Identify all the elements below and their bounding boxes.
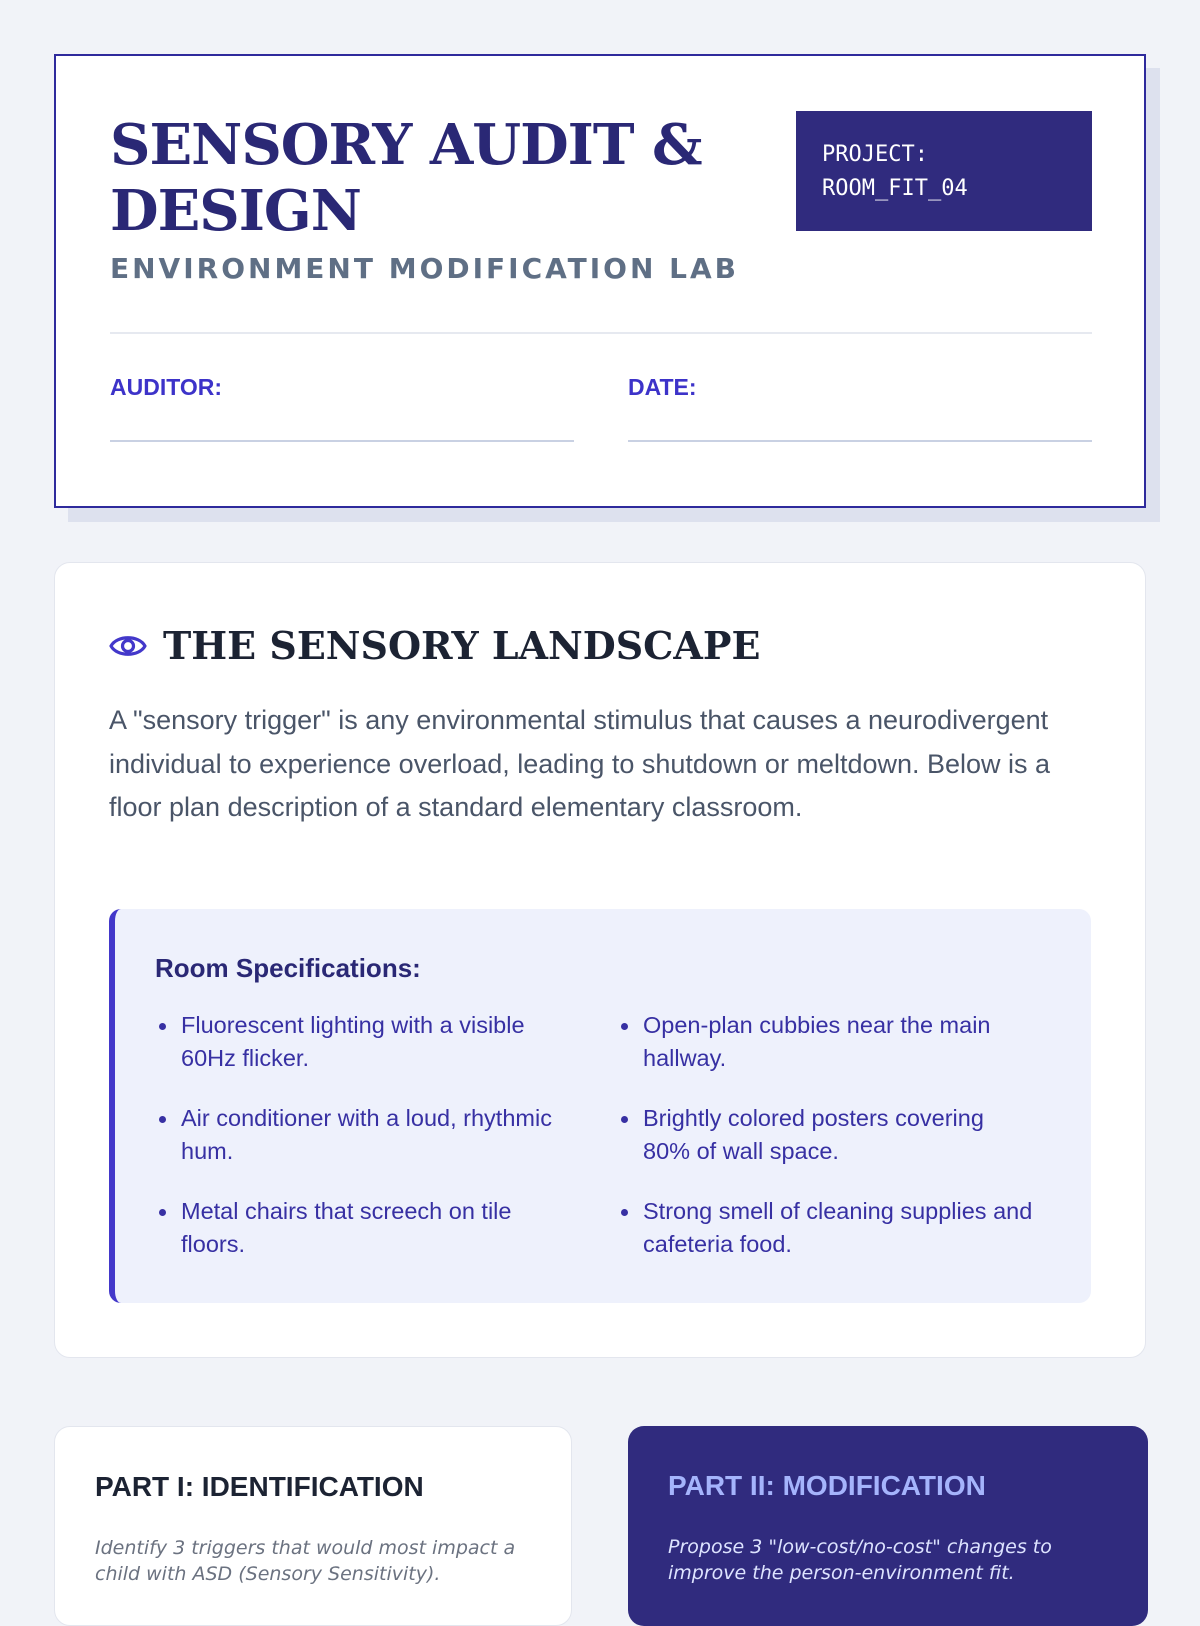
list-item <box>155 1009 575 1102</box>
project-label: PROJECT: <box>822 142 928 167</box>
part-identification-card <box>54 1426 572 1626</box>
list-item-text: Open-plan cubbies near the main hallway. <box>643 1012 991 1071</box>
list-item <box>617 1195 1037 1288</box>
part-modification-description: Propose 3 "low-cost/no-cost" changes to improve the person-environment fit. <box>668 1536 1052 1584</box>
header-divider <box>110 332 1092 334</box>
list-item-text: Fluorescent lighting with a visible 60Hz flicker. <box>181 1012 525 1071</box>
intro-paragraph: A "sensory trigger" is any environmental stimulus that causes a neurodivergent individual to experience overload, leading to shutdown or meltdown. Below is a floor plan description of a standard elementary classroom. <box>109 705 1051 822</box>
list-item <box>617 1102 1037 1195</box>
auditor-input-line[interactable] <box>110 440 574 442</box>
page-subtitle: ENVIRONMENT MODIFICATION LAB <box>110 252 739 285</box>
bullet-icon <box>159 1023 166 1030</box>
bullet-icon <box>621 1209 628 1216</box>
bullet-icon <box>621 1023 628 1030</box>
list-item <box>617 1009 1037 1102</box>
bullet-icon <box>159 1116 166 1123</box>
list-item <box>155 1102 575 1195</box>
section-heading <box>109 623 760 668</box>
bullet-icon <box>159 1209 166 1216</box>
section-title: THE SENSORY LANDSCAPE <box>163 623 761 668</box>
room-specifications-title: Room Specifications: <box>155 953 421 983</box>
date-input-line[interactable] <box>628 440 1092 442</box>
list-item-text: Metal chairs that screech on tile floors. <box>181 1198 512 1257</box>
list-item-text: Strong smell of cleaning supplies and cafeteria food. <box>643 1198 1033 1257</box>
header-card <box>54 54 1146 508</box>
part-identification-title: PART I: IDENTIFICATION <box>95 1471 424 1502</box>
spec-list-right <box>617 1009 1037 1288</box>
page-title <box>110 112 750 244</box>
part-modification-title: PART II: MODIFICATION <box>668 1470 986 1501</box>
spec-list-left <box>155 1009 575 1288</box>
list-item <box>155 1195 575 1288</box>
date-label: DATE: <box>628 374 697 400</box>
eye-icon <box>109 627 147 665</box>
part-identification-description: Identify 3 triggers that would most impact a child with ASD (Sensory Sensitivity). <box>95 1537 516 1585</box>
project-code: ROOM_FIT_04 <box>822 176 968 201</box>
page-title-line-2: DESIGN <box>110 178 361 244</box>
bullet-icon <box>621 1116 628 1123</box>
auditor-field[interactable] <box>110 374 574 442</box>
date-field[interactable] <box>628 374 1092 442</box>
sensory-landscape-card <box>54 562 1146 1358</box>
list-item-text: Brightly colored posters covering 80% of wall space. <box>643 1105 984 1164</box>
page-title-line-1: SENSORY AUDIT & <box>110 112 702 178</box>
part-modification-card <box>628 1426 1148 1626</box>
project-tag <box>796 111 1092 231</box>
auditor-label: AUDITOR: <box>110 374 223 400</box>
title-block <box>110 112 750 285</box>
list-item-text: Air conditioner with a loud, rhythmic hum. <box>181 1105 552 1164</box>
room-specifications-box <box>109 909 1091 1303</box>
